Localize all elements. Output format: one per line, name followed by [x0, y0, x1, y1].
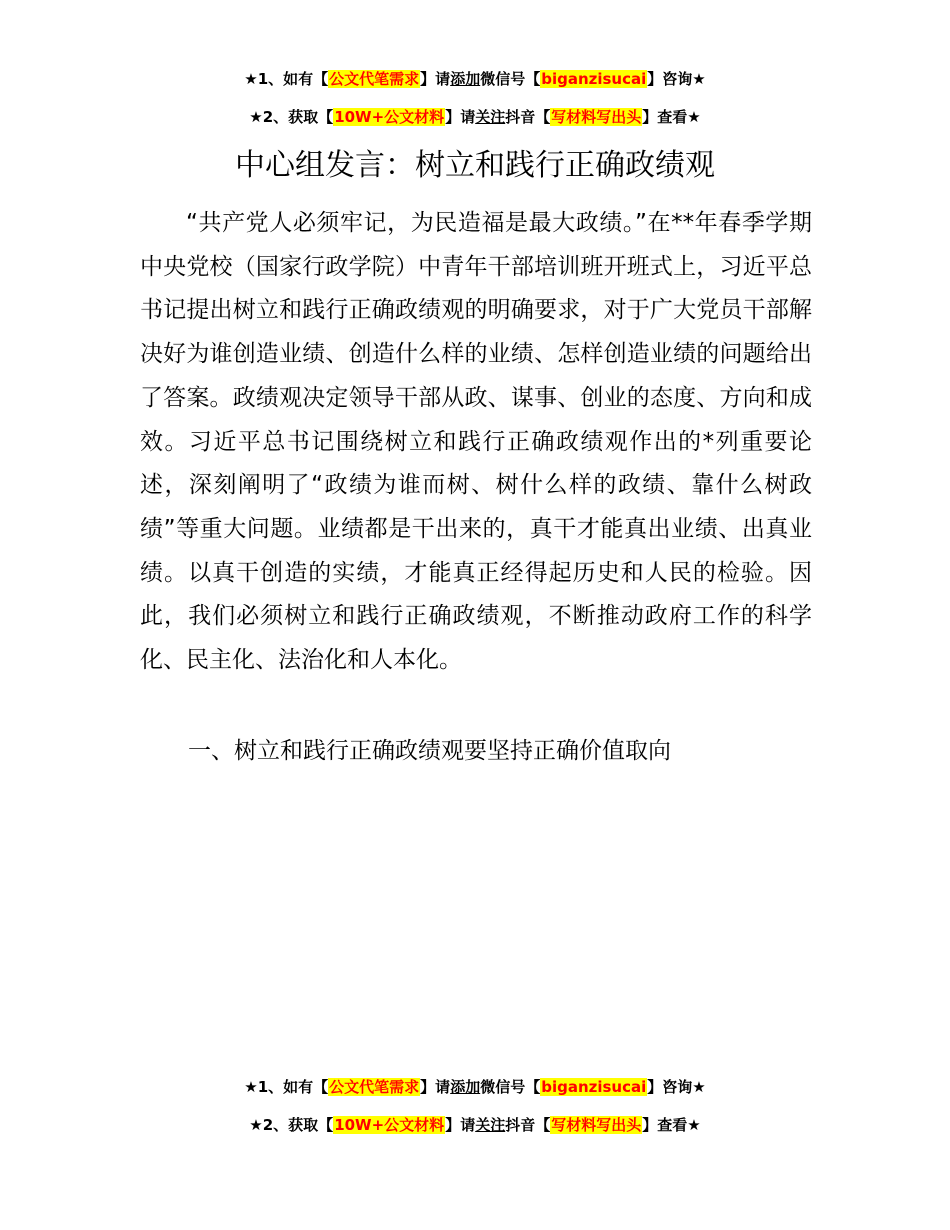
- banner-text: ★1、如有【: [244, 1078, 329, 1096]
- banner-text: 】查看★: [642, 1116, 701, 1134]
- promo-banner-top-line-1: [0, 69, 950, 89]
- banner-text: ★2、获取【: [249, 108, 334, 126]
- promo-banner-bottom-line-1: [0, 1077, 950, 1097]
- banner-underline: 关注: [475, 1116, 506, 1134]
- banner-underline: 添加: [450, 70, 481, 88]
- promo-banner-top-line-2: [0, 107, 950, 127]
- promo-banner-bottom-line-2: [0, 1115, 950, 1135]
- section-heading: 一、树立和践行正确政绩观要坚持正确价值取向: [188, 738, 671, 764]
- banner-underline: 关注: [475, 108, 506, 126]
- banner-highlight: biganzisucai: [541, 70, 647, 88]
- banner-text: ★2、获取【: [249, 1116, 334, 1134]
- banner-highlight: 10W+公文材料: [334, 108, 445, 126]
- banner-text: 】请: [420, 1078, 451, 1096]
- banner-highlight: 10W+公文材料: [334, 1116, 445, 1134]
- banner-text: ★1、如有【: [244, 70, 329, 88]
- banner-highlight: 写材料写出头: [551, 108, 642, 126]
- banner-text: 抖音【: [505, 108, 551, 126]
- banner-highlight: 公文代笔需求: [329, 1078, 420, 1096]
- body-paragraph: “共产党人必须牢记，为民造福是最大政绩。”在**年春季学期中央党校（国家行政学院）中青年干部培训班开班式上，习近平总书记提出树立和践行正确政绩观的明确要求，对于广大党员干部解决好为谁创造业绩、创造什么样的业绩、怎样创造业绩的问题给出了答案。政绩观决定领导干部从政、谋事、创业的态度、方向和成效。习近平总书记围绕树立和践行正确政绩观作出的*列重要论述，深刻阐明了“政绩为谁而树、树什么样的政绩、靠什么树政绩”等重大问题。业绩都是干出来的，真干才能真出业绩、出真业绩。以真干创造的实绩，才能真正经得起历史和人民的检验。因此，我们必须树立和践行正确政绩观，不断推动政府工作的科学化、民主化、法治化和人本化。: [140, 210, 812, 674]
- banner-highlight: 写材料写出头: [551, 1116, 642, 1134]
- banner-highlight: 公文代笔需求: [329, 70, 420, 88]
- banner-text: 抖音【: [505, 1116, 551, 1134]
- banner-text: 微信号【: [480, 70, 541, 88]
- banner-text: 】咨询★: [647, 70, 706, 88]
- banner-text: 】请: [445, 1116, 476, 1134]
- banner-highlight: biganzisucai: [541, 1078, 647, 1096]
- banner-text: 】请: [445, 108, 476, 126]
- banner-text: 】咨询★: [647, 1078, 706, 1096]
- document-title: 中心组发言：树立和践行正确政绩观: [235, 148, 715, 183]
- banner-text: 微信号【: [480, 1078, 541, 1096]
- banner-text: 】查看★: [642, 108, 701, 126]
- banner-underline: 添加: [450, 1078, 481, 1096]
- banner-text: 】请: [420, 70, 451, 88]
